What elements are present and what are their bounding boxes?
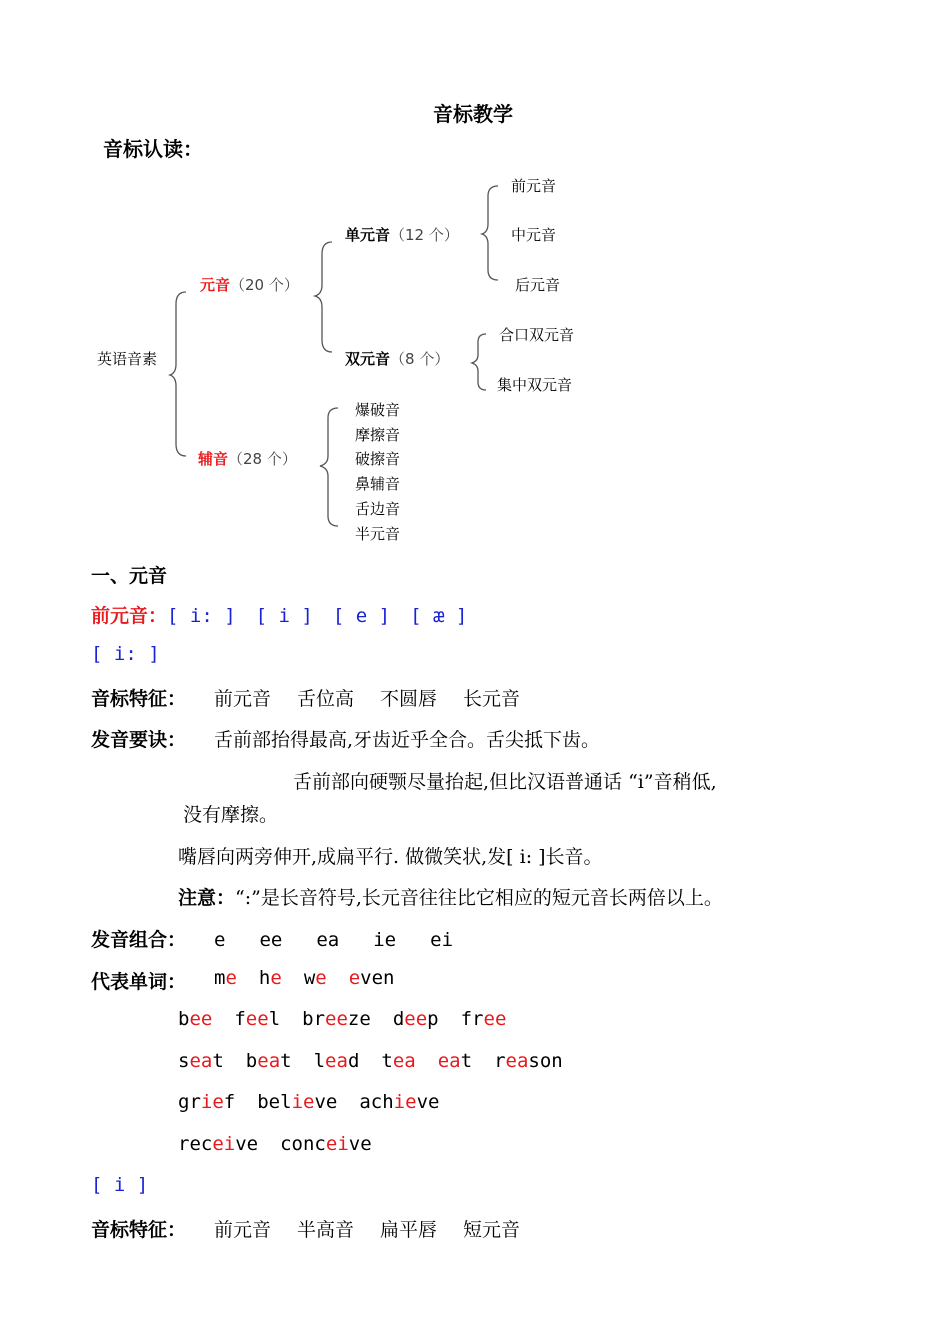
section-reading-heading: 音标认读： (103, 137, 203, 161)
front-vowel-symbol: [ i ] (255, 605, 313, 627)
i-short-symbol: [ i ] (91, 1174, 149, 1196)
feature-item: 半高音 (297, 1219, 355, 1241)
highlight-letters: ee (189, 1008, 213, 1030)
feature-item: 短元音 (463, 1219, 521, 1241)
tree-consonant (198, 448, 297, 469)
tree-mono-item: 前元音 (511, 177, 557, 195)
example-word: feel (234, 1008, 281, 1030)
note-text: “:”是长音符号,长元音往往比它相应的短元音长两倍以上。 (235, 887, 723, 909)
example-word: free (460, 1008, 507, 1030)
example-word: receive (178, 1133, 259, 1155)
example-word: deep (392, 1008, 439, 1030)
note-line (178, 883, 723, 910)
tree-vowel-label: 元音 (200, 276, 231, 294)
i-long-symbol: [ i: ] (91, 643, 160, 665)
example-word: me (214, 967, 237, 989)
tree-vowel (200, 274, 299, 295)
tree-consonant-item: 爆破音 (355, 401, 401, 419)
example-word: seat (178, 1050, 224, 1072)
tree-mono-item: 中元音 (511, 226, 557, 244)
example-word: conceive (280, 1133, 372, 1155)
front-vowel-symbol: [ e ] (332, 605, 391, 627)
i-short-features (91, 1215, 520, 1242)
example-word: we (303, 967, 327, 989)
tip-text: 舌前部抬得最高,牙齿近乎全合。舌尖抵下齿。 (214, 729, 601, 751)
highlight-letters: ee (245, 1008, 269, 1030)
example-word: lead (313, 1050, 360, 1072)
tips-label: 发音要诀： (91, 729, 187, 751)
feature-item: 前元音 (214, 688, 272, 710)
tree-brackets (0, 0, 950, 560)
feature-item: 不圆唇 (380, 688, 438, 710)
tree-root: 英语音素 (97, 350, 158, 368)
example-word: believe (257, 1091, 338, 1113)
highlight-letters: ea (257, 1050, 281, 1072)
features-label: 音标特征： (91, 688, 187, 710)
tree-consonant-item: 破擦音 (355, 450, 401, 468)
combo-item: ei (430, 929, 454, 951)
highlight-letters: ea (437, 1050, 461, 1072)
highlight-letters: ee (483, 1008, 507, 1030)
feature-item: 扁平唇 (380, 1219, 438, 1241)
tip-text: 没有摩擦。 (183, 804, 279, 826)
highlight-letters: ie (200, 1091, 224, 1113)
highlight-letters: ea (189, 1050, 213, 1072)
highlight-letters: e (225, 967, 237, 989)
feature-item: 舌位高 (297, 688, 355, 710)
feature-item: 长元音 (463, 688, 521, 710)
section-vowel-heading: 一、元音 (91, 565, 168, 587)
combo-item: ee (259, 929, 283, 951)
word-row (178, 1008, 506, 1030)
features-label: 音标特征： (91, 1219, 187, 1241)
example-word: achieve (359, 1091, 440, 1113)
tree-consonant-item: 鼻辅音 (355, 475, 401, 493)
word-row (178, 1091, 439, 1113)
front-vowel-label: 前元音： (91, 605, 168, 627)
combo-item: ea (316, 929, 340, 951)
example-word: he (258, 967, 282, 989)
tree-diph-count: （8 个） (390, 350, 450, 368)
highlight-letters: e (270, 967, 282, 989)
page-title: 音标教学 (433, 102, 513, 126)
highlight-letters: ea (505, 1050, 529, 1072)
tree-vowel-count: （20 个） (230, 276, 299, 294)
tree-mono-label: 单元音 (345, 226, 391, 244)
highlight-letters: ee (325, 1008, 348, 1030)
tree-mono-item: 后元音 (515, 276, 561, 294)
highlight-letters: e (348, 967, 361, 989)
highlight-letters: ie (393, 1091, 417, 1113)
highlight-letters: ee (404, 1008, 428, 1030)
i-long-features (91, 684, 520, 711)
tip-text: 舌前部向硬颚尽量抬起,但比汉语普通话 “i”音稍低, (293, 771, 717, 793)
tree-mono (345, 224, 459, 245)
highlight-letters: ei (325, 1133, 349, 1155)
example-word: tea (381, 1050, 416, 1072)
combo-item: ie (373, 929, 397, 951)
tree-consonant-item: 摩擦音 (355, 426, 401, 444)
example-word: eat (437, 1050, 473, 1072)
highlight-letters: ei (212, 1133, 236, 1155)
combos-line (91, 925, 453, 952)
tree-mono-count: （12 个） (390, 226, 459, 244)
example-word: reason (494, 1050, 563, 1072)
example-word: beat (245, 1050, 292, 1072)
highlight-letters: ea (392, 1050, 416, 1072)
highlight-letters: ie (291, 1091, 315, 1113)
feature-item: 前元音 (214, 1219, 272, 1241)
highlight-letters: ea (325, 1050, 348, 1072)
combo-item: e (214, 929, 226, 951)
word-row (214, 967, 395, 989)
words-label: 代表单词： (91, 971, 187, 993)
example-word: breeze (302, 1008, 371, 1030)
front-vowel-symbol: [ i: ] (167, 605, 236, 627)
word-row (178, 1133, 372, 1155)
tree-consonant-label: 辅音 (198, 450, 229, 468)
tree-diph-item: 合口双元音 (499, 326, 575, 344)
i-long-tips (91, 725, 600, 752)
tip-text: 嘴唇向两旁伸开,成扁平行. 做微笑状,发[ i: ]长音。 (178, 846, 603, 868)
tree-consonant-item: 舌边音 (355, 500, 401, 518)
example-word: bee (178, 1008, 213, 1030)
front-vowel-line (91, 601, 467, 628)
tree-diph (345, 348, 449, 369)
highlight-letters: e (315, 967, 327, 989)
combos-label: 发音组合： (91, 929, 187, 951)
note-label: 注意： (178, 887, 236, 909)
word-row (178, 1050, 563, 1072)
tree-consonant-count: （28 个） (228, 450, 297, 468)
tree-diph-item: 集中双元音 (497, 376, 573, 394)
tree-diph-label: 双元音 (345, 350, 391, 368)
example-word: grief (178, 1091, 236, 1113)
front-vowel-symbol: [ æ ] (410, 605, 468, 627)
tree-consonant-item: 半元音 (355, 525, 401, 543)
example-word: even (348, 967, 395, 989)
